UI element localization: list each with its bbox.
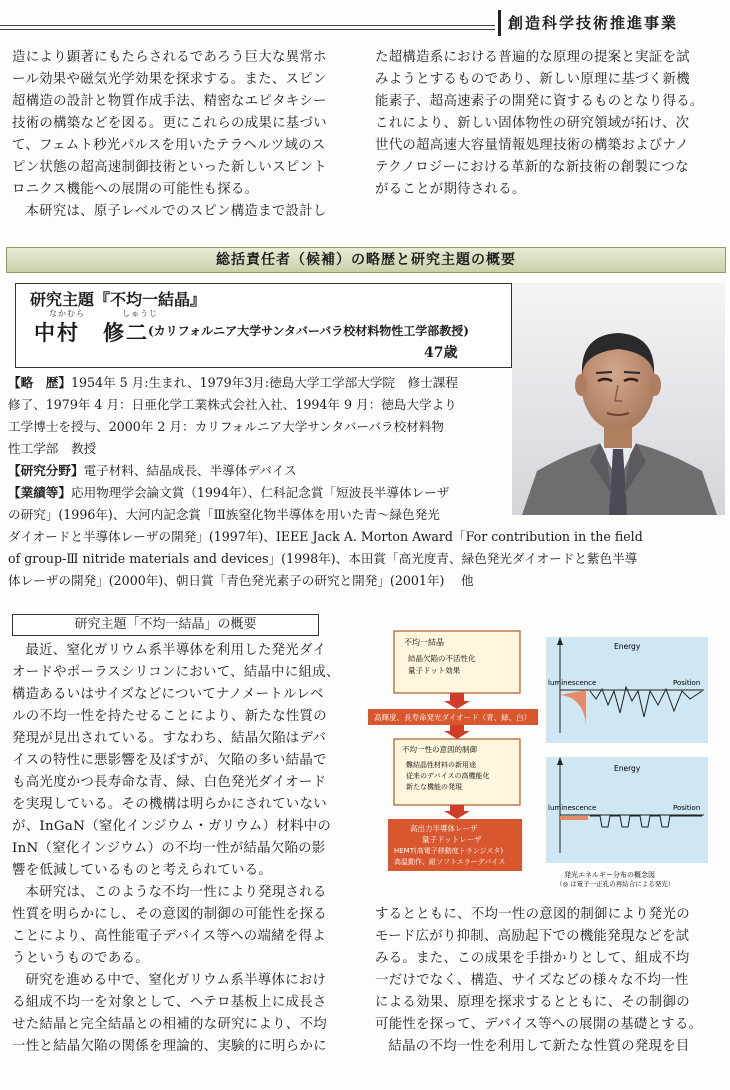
- box2-line: 新たな機能の発現: [406, 783, 462, 791]
- arrow-icon: [444, 693, 470, 709]
- text-line: みる。また、この成果を手掛かりとして、組成不均: [375, 951, 690, 966]
- bio-field: 電子材料、結晶成長、半導体デバイス: [83, 463, 297, 478]
- box2-title: 不均一性の意図的制御: [402, 745, 477, 754]
- bio-awards-wide: [8, 526, 724, 592]
- box2-line: 難結晶性材料の新用途: [406, 761, 476, 769]
- text-line: た超構造系における普遍的な原理の提案と実証を試: [375, 50, 690, 65]
- concept-figure: [368, 625, 713, 887]
- text-line: て、フェムト秒光パルスを用いたテラヘルツ域のス: [12, 138, 326, 153]
- text-line: 一だけでなく、構造、サイズなどの様々な不均一性: [375, 973, 689, 988]
- bio-awards-label: 【業績等】: [8, 485, 71, 500]
- ruby-given: しゅうじ: [122, 309, 159, 318]
- arrow-icon: [444, 805, 470, 819]
- box3-line: 高温動作、耐ソフトエラーデバイス: [394, 858, 506, 866]
- position-label: Position: [673, 679, 701, 687]
- section-banner-title: 総括責任者（候補）の略歴と研究主題の概要: [216, 252, 516, 268]
- luminescence-label: luminescence: [548, 804, 597, 812]
- luminescence-label: luminescence: [548, 679, 597, 687]
- text-line: うというものである。: [12, 951, 149, 966]
- overview-heading: 研究主題「不均一結晶」の概要: [12, 614, 319, 636]
- header-rule-top: [0, 25, 495, 26]
- bar1-text: 高輝度、長寿命発光ダイオード（青、緑、白）: [374, 713, 532, 722]
- section-banner: [6, 247, 726, 273]
- box1-title: 不均一結晶: [404, 638, 444, 647]
- text-line: 本研究は、このような不均一性により発現される: [25, 885, 327, 900]
- text-line: による効果、原理を探求するとともに、その制御の: [375, 995, 690, 1010]
- box1-line: 結晶欠陥の不活性化: [408, 654, 476, 663]
- bio-field-label: 【研究分野】: [8, 463, 84, 478]
- text-line: 本研究は、原子レベルでのスピン構造まで設計し: [25, 204, 327, 219]
- bio-history: [8, 372, 508, 526]
- text-line: 発現が見出されている。すなわち、結晶欠陥はデバ: [12, 731, 327, 746]
- text-line: するとともに、不均一性の意図的制御により発光の: [375, 907, 690, 922]
- text-line: ロニクス機能への展開の可能性も探る。: [12, 182, 259, 197]
- person-age: 47歳: [424, 345, 458, 361]
- text-line: が、InGaN（窒化インジウム・ガリウム）材料中の: [12, 819, 332, 834]
- ruby-family: なかむら: [49, 309, 85, 318]
- text-line: InN（窒化インジウム）の不均一性が結晶欠陥の影: [12, 841, 326, 856]
- text-line: 結晶の不均一性を利用して新たな性質の発現を目: [388, 1039, 690, 1054]
- text-line: る組成不均一を対象として、ヘテロ基板上に成長さ: [12, 995, 327, 1010]
- luminescence-spectrum: [560, 816, 588, 820]
- text-line: 能素子、超高速素子の開発に資するものとなり得る。: [375, 94, 704, 109]
- text-line: 修了、1979年 4 月：日亜化学工業株式会社入社、1994年 9 月：徳島大学より: [8, 397, 457, 412]
- energy-label: Energy: [614, 764, 641, 773]
- text-line: を実現している。その機構は明らかにされていない: [12, 797, 327, 812]
- intro-right-column: [375, 47, 720, 201]
- portrait-illustration: [512, 283, 725, 515]
- text-line: 構造あるいはサイズなどについてナノメートルレベ: [12, 687, 324, 702]
- box3-line: 高出力半導体レーザ: [410, 824, 478, 833]
- person-name: 中村 修二: [34, 320, 149, 345]
- text-line: オードやポーラスシリコンにおいて、結晶中に組成、: [12, 665, 340, 680]
- text-line: of group-Ⅲ nitride materials and devices」(1998年)、本田賞「高光度青、緑色発光ダイオードと紫色半導: [8, 551, 638, 566]
- box3-line: HEMT(高電子移動度トランジスタ): [394, 847, 504, 855]
- person-affiliation: (カリフォルニア大学サンタバーバラ校材料物性工学部教授): [148, 324, 469, 338]
- text-line: ルの不均一性を持たせることにより、新たな性質の: [12, 709, 327, 724]
- text-line: 最近、窒化ガリウム系半導体を利用した発光ダイ: [25, 643, 327, 658]
- text-line: 造により顕著にもたらされるであろう巨大な異常ホ: [12, 50, 327, 65]
- intro-left-column: [12, 47, 357, 223]
- text-line: テクノロジーにおける革新的な新技術の創製につな: [375, 160, 689, 175]
- text-line: 研究を進める中で、窒化ガリウム系半導体におけ: [25, 973, 327, 988]
- text-line: 可能性を探って、デバイス等への展開の基礎とする。: [375, 1017, 703, 1032]
- box2-line: 従来のデバイスの高機能化: [406, 772, 490, 780]
- text-line: 1954年 5 月:生まれ、1979年3月:徳島大学工学部大学院 修士課程: [70, 375, 458, 390]
- text-line: 世代の超高速大容量情報処理技術の構築およびナノ: [375, 138, 689, 153]
- overview-right-column: [375, 904, 720, 1058]
- text-line: 響を低減しているものと考えられている。: [12, 863, 273, 878]
- text-line: 技術の構築などを図る。更にこれらの成果に基づい: [12, 116, 327, 131]
- text-line: 性工学部 教授: [8, 441, 97, 456]
- position-label: Position: [673, 804, 701, 812]
- text-line: せた結晶と完全結晶との相補的な研究により、不均: [12, 1017, 327, 1032]
- text-line: 性質を明らかにし、その意図的制御の可能性を探る: [12, 907, 327, 922]
- box1-line: 量子ドット効果: [408, 666, 461, 675]
- text-line: 応用物理学会論文賞（1994年）、仁科記念賞「短波長半導体レーザ: [70, 485, 450, 500]
- text-line: ピン状態の超高速制御技術といった新しいスピント: [12, 160, 327, 175]
- research-theme-title: 研究主題『不均一結晶』: [30, 290, 207, 309]
- text-line: みようとするものであり、新しい原理に基づく新機: [375, 72, 690, 87]
- text-line: イスの特性に悪影響を及ぼすが、欠陥の多い結晶で: [12, 753, 327, 768]
- portrait-photo: [512, 283, 725, 515]
- arrow-icon: [444, 725, 470, 739]
- text-line: の研究」(1996年)、大河内記念賞「Ⅲ族窒化物半導体を用いた青～緑色発光: [8, 507, 440, 522]
- text-line: モード広がり抑制、高励起下での機能発現などを試: [375, 929, 690, 944]
- bio-history-label: 【略 歴】: [8, 375, 71, 390]
- concept-diagram: [368, 625, 713, 887]
- text-line: 工学博士を授与、2000年 2 月：カリフォルニア大学サンタバーバラ校材料物: [8, 419, 444, 434]
- energy-label: Energy: [614, 642, 641, 651]
- figure-caption: 発光エネルギー分布の概念図: [564, 871, 655, 879]
- overview-left-column: [12, 640, 357, 1058]
- text-line: 体レーザの開発」(2000年)、朝日賞「青色発光素子の研究と開発」(2001年) 他: [8, 573, 474, 588]
- text-line: 一性と結晶欠陥の関係を理論的、実験的に明らかに: [12, 1039, 327, 1054]
- text-line: 超構造の設計と物質作成手法、精密なエピタキシー: [12, 94, 327, 109]
- header-rule-bottom: [0, 29, 495, 30]
- text-line: これにより、新しい固体物性の研究領域が拓け、次: [375, 116, 690, 131]
- box3-line: 量子ドットレーザ: [422, 835, 482, 844]
- header-title: 創造科学技術推進事業: [508, 14, 679, 32]
- text-line: がることが期待される。: [375, 182, 526, 197]
- text-line: も高光度かつ長寿命な青、緑、白色発光ダイオード: [12, 775, 327, 790]
- figure-caption-note: （◎ は電子一正孔の再結合による発光）: [556, 880, 675, 887]
- text-line: ことにより、高性能電子デバイス等への端緒を得よ: [12, 929, 326, 944]
- text-line: ダイオードと半導体レーザの開発」(1997年)、IEEE Jack A. Morton Award「For contribution in the field: [8, 529, 643, 544]
- header-accent-bar: [498, 10, 501, 36]
- text-line: ール効果や磁気光学効果を探求する。また、スピン: [12, 72, 327, 87]
